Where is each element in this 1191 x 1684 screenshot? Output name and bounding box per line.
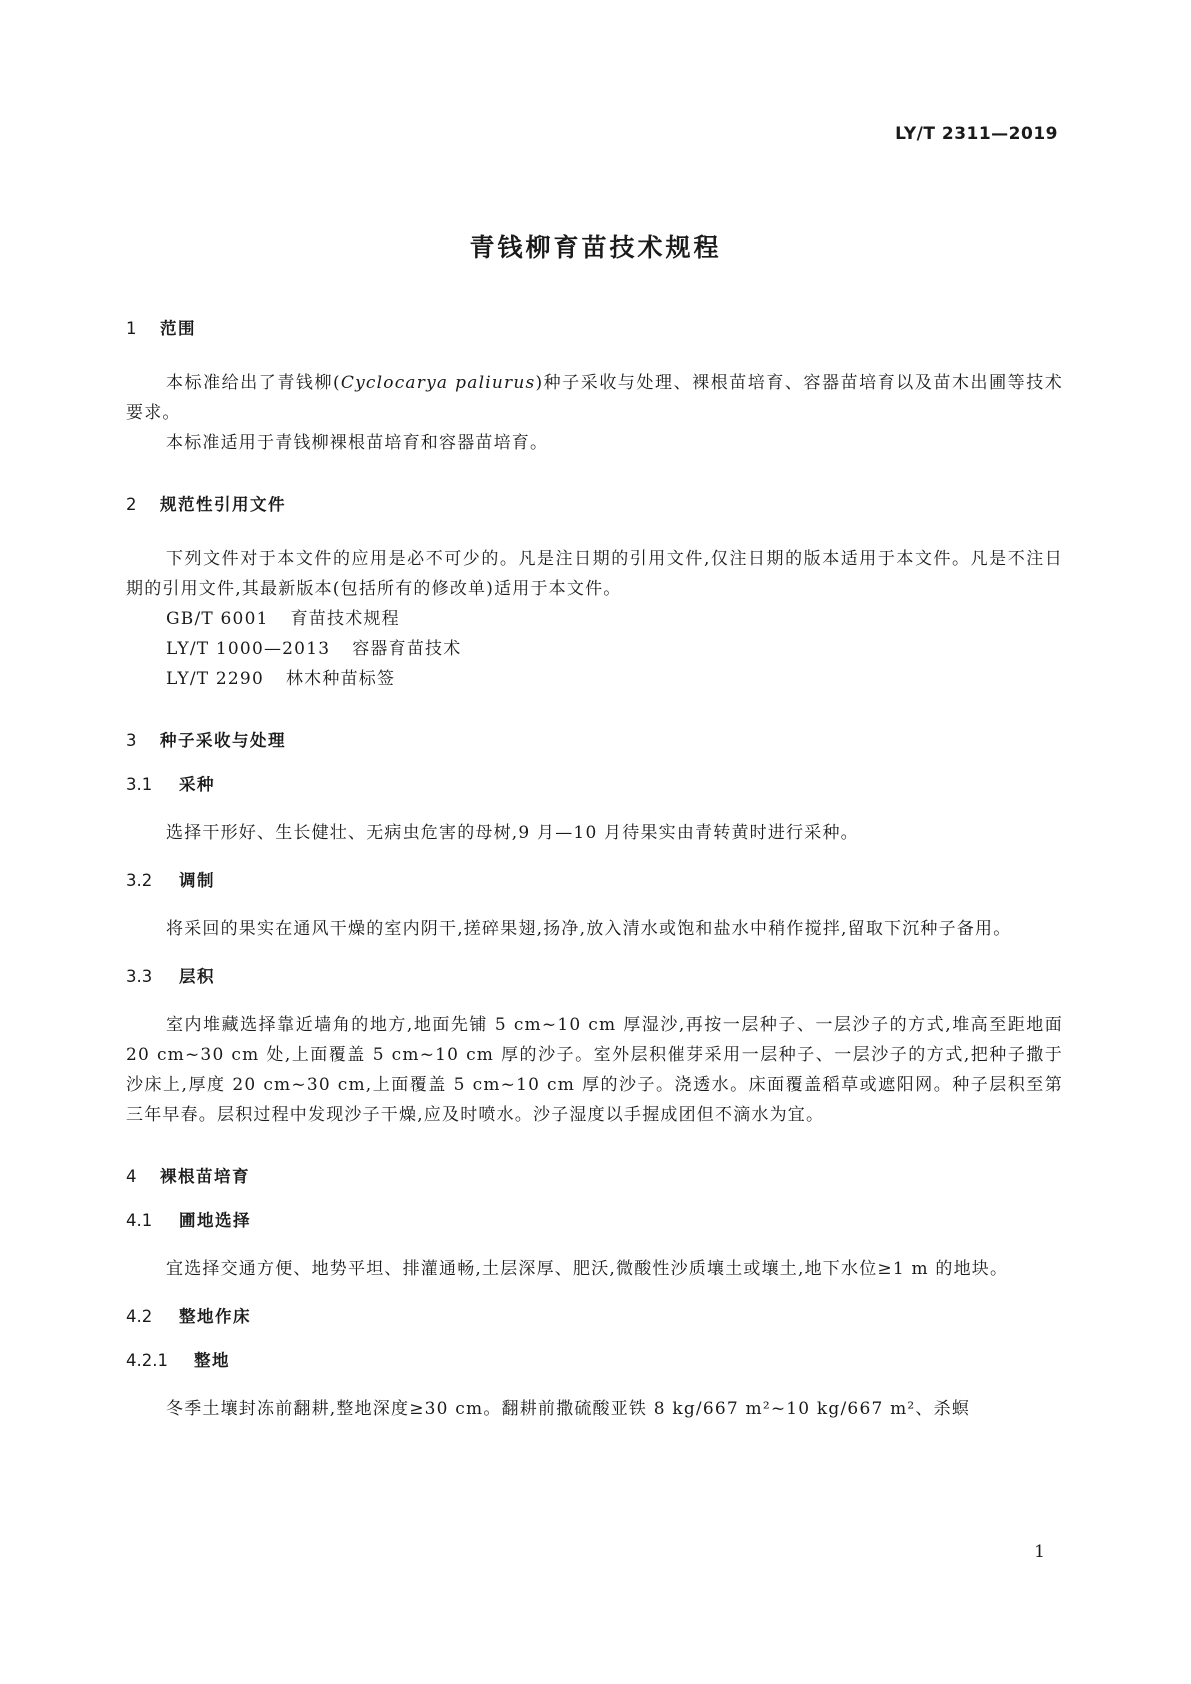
section-title: 规范性引用文件	[160, 495, 286, 514]
section-title: 种子采收与处理	[160, 731, 286, 750]
paragraph: 本标准适用于青钱柳裸根苗培育和容器苗培育。	[166, 433, 549, 453]
reference-title: 林木种苗标签	[285, 669, 396, 689]
subsubsection-number: 4.2.1	[126, 1351, 168, 1370]
document-title: 青钱柳育苗技术规程	[469, 233, 722, 262]
subsection-number: 3.2	[126, 871, 153, 890]
reference-title: 容器育苗技术	[352, 639, 462, 659]
reference-code: LY/T 1000—2013	[166, 639, 331, 659]
paragraph: 将采回的果实在通风干燥的室内阴干,搓碎果翅,扬净,放入清水或饱和盐水中稍作搅拌,留取下沉种子备用。	[166, 919, 1012, 939]
subsection-heading-4-2	[126, 1306, 1063, 1328]
section-heading-3	[126, 730, 1063, 752]
subsubsection-heading-4-2-1	[126, 1350, 1063, 1372]
subsection-title: 调制	[179, 871, 215, 890]
paragraph: 室内堆藏选择靠近墙角的地方,地面先铺 5 cm~10 cm 厚湿沙,再按一层种子、一层沙子的方式,堆高至距地面 20 cm~30 cm 处,上面覆盖 5 cm~10 cm 厚的沙子。室外层积催芽采用一层种子、一层沙子的方式,把种子撒于沙床上,厚度 20 cm~30 cm,上面覆盖 5 cm~10 cm 厚的沙子。浇透水。床面覆盖稻草或遮阳网。种子层积至第三年早春。层积过程中发现沙子干燥,应及时喷水。沙子湿度以手握成团但不滴水为宜。	[126, 1015, 1063, 1125]
text-run: 本标准给出了青钱柳(	[166, 373, 341, 393]
section-heading-4	[126, 1166, 1063, 1188]
subsection-number: 3.3	[126, 967, 153, 986]
subsection-number: 4.1	[126, 1211, 153, 1230]
subsection-heading-3-2	[126, 870, 1063, 892]
latin-name: Cyclocarya paliurus	[340, 373, 536, 393]
paragraph: 选择干形好、生长健壮、无病虫危害的母树,9 月—10 月待果实由青转黄时进行采种。	[166, 823, 859, 843]
section-title: 范围	[160, 319, 196, 338]
section-heading-1	[126, 318, 1063, 340]
reference-code: GB/T 6001	[166, 609, 269, 629]
paragraph: 宜选择交通方便、地势平坦、排灌通畅,土层深厚、肥沃,微酸性沙质壤土或壤土,地下水位≥1 m 的地块。	[166, 1259, 1009, 1279]
section-number: 2	[126, 495, 137, 514]
section-title: 裸根苗培育	[160, 1167, 250, 1186]
subsection-heading-3-1	[126, 774, 1063, 796]
page-number: 1	[1034, 1542, 1045, 1562]
paragraph: 冬季土壤封冻前翻耕,整地深度≥30 cm。翻耕前撒硫酸亚铁 8 kg/667 m²~10 kg/667 m²、杀螟	[166, 1399, 971, 1419]
paragraph: 下列文件对于本文件的应用是必不可少的。凡是注日期的引用文件,仅注日期的版本适用于本文件。凡是不注日期的引用文件,其最新版本(包括所有的修改单)适用于本文件。	[126, 549, 1063, 599]
subsection-number: 3.1	[126, 775, 153, 794]
section-number: 1	[126, 319, 137, 338]
subsubsection-title: 整地	[194, 1351, 230, 1370]
document-body	[126, 318, 1063, 1424]
section-heading-2	[126, 494, 1063, 516]
reference-item	[126, 634, 1063, 664]
subsection-number: 4.2	[126, 1307, 153, 1326]
standard-code: LY/T 2311—2019	[895, 124, 1058, 144]
section-number: 4	[126, 1167, 137, 1186]
paragraph	[126, 368, 1063, 428]
reference-code: LY/T 2290	[166, 669, 264, 689]
subsection-title: 整地作床	[179, 1307, 251, 1326]
reference-item	[126, 664, 1063, 694]
text-run: )种子采收与处理、裸根苗培育、容器苗培育以及苗木出圃等技术要求。	[126, 373, 1064, 423]
subsection-title: 采种	[179, 775, 215, 794]
subsection-heading-4-1	[126, 1210, 1063, 1232]
subsection-heading-3-3	[126, 966, 1063, 988]
subsection-title: 层积	[179, 967, 215, 986]
subsection-title: 圃地选择	[179, 1211, 251, 1230]
reference-item	[126, 604, 1063, 634]
section-number: 3	[126, 731, 137, 750]
reference-title: 育苗技术规程	[290, 609, 400, 629]
